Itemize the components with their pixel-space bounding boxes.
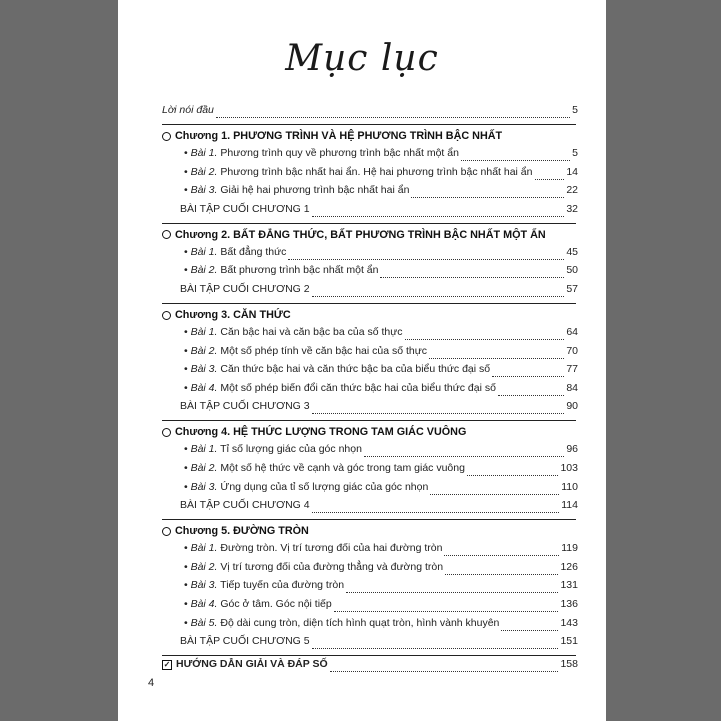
toc-lesson-item[interactable] xyxy=(184,264,578,282)
chapter-heading[interactable] xyxy=(162,306,291,324)
answers-label xyxy=(162,658,328,670)
lesson-title: Một số hệ thức về cạnh và góc trong tam giác vuông xyxy=(217,462,465,474)
toc-lesson-item[interactable] xyxy=(184,561,578,579)
section-divider xyxy=(162,124,576,125)
toc-lesson-item[interactable] xyxy=(184,462,578,480)
circle-bullet-icon xyxy=(162,311,171,320)
lesson-number: Bài 1. xyxy=(190,542,218,555)
lesson-title: Vị trí tương đối của đường thẳng và đường tròn xyxy=(217,560,444,573)
page-ref: 5 xyxy=(572,104,578,116)
toc-lesson-item-label xyxy=(184,166,533,178)
toc-chapter-review[interactable] xyxy=(180,400,578,418)
bullet-dot: • xyxy=(184,264,191,277)
toc-lesson-item-label xyxy=(184,246,286,258)
toc-chapter-review[interactable] xyxy=(180,499,578,517)
dot-leader xyxy=(288,258,564,260)
bullet-dot: • xyxy=(184,381,191,394)
toc-lesson-item-label xyxy=(184,542,442,554)
page-ref: 14 xyxy=(566,165,578,178)
bullet-dot: • xyxy=(184,598,191,610)
checkbox-icon: ✓ xyxy=(163,660,171,670)
page-ref: 103 xyxy=(560,462,578,474)
toc-answers[interactable] xyxy=(162,658,578,676)
page-ref: 119 xyxy=(561,542,578,555)
toc-lesson-item-label xyxy=(184,443,362,455)
bullet-dot: • xyxy=(184,560,191,573)
dot-leader xyxy=(535,178,565,180)
page-title: Mục lục xyxy=(285,38,439,79)
chapter-heading[interactable] xyxy=(162,423,466,441)
lesson-title: Một số phép biến đổi căn thức bậc hai của biểu thức đại số xyxy=(217,381,496,394)
chapter-title: Chương 5. ĐƯỜNG TRÒN xyxy=(175,525,309,538)
toc-lesson-item-label xyxy=(184,598,332,610)
lesson-number: Bài 1. xyxy=(190,326,218,338)
toc-lesson-item[interactable] xyxy=(184,326,578,344)
page-ref: 45 xyxy=(566,245,578,258)
toc-lesson-item[interactable] xyxy=(184,617,578,635)
toc-chapter-review-label: BÀI TẬP CUỐI CHƯƠNG 1 xyxy=(180,202,310,215)
chapter-title: Chương 3. CĂN THỨC xyxy=(175,309,291,321)
chapter-title: Chương 2. BẤT ĐẲNG THỨC, BẤT PHƯƠNG TRÌNH BẬC NHẤT MỘT ẨN xyxy=(175,228,546,241)
page-ref: 57 xyxy=(566,283,578,295)
chapter-title: Chương 1. PHƯƠNG TRÌNH VÀ HỆ PHƯƠNG TRÌNH BẬC NHẤT xyxy=(175,130,503,142)
lesson-title: Góc ở tâm. Góc nội tiếp xyxy=(217,598,332,610)
section-divider xyxy=(162,519,576,520)
bullet-dot: • xyxy=(184,363,191,376)
bullet-dot: • xyxy=(184,462,191,474)
section-divider xyxy=(162,420,576,421)
lesson-number: Bài 3. xyxy=(190,480,218,493)
lesson-title: Bất phương trình bậc nhất một ẩn xyxy=(217,264,379,277)
dot-leader xyxy=(216,116,570,118)
dot-leader xyxy=(445,573,558,575)
lesson-number: Bài 5. xyxy=(190,616,218,629)
page-ref: 50 xyxy=(566,264,578,277)
chapter-title: Chương 4. HỆ THỨC LƯỢNG TRONG TAM GIÁC VUÔNG xyxy=(175,426,467,439)
bullet-dot: • xyxy=(184,443,191,456)
dot-leader xyxy=(467,474,559,476)
lesson-title: Ứng dụng của tỉ số lượng giác của góc nhọn xyxy=(217,480,429,493)
toc-lesson-item-label xyxy=(184,617,499,629)
toc-chapter-review[interactable] xyxy=(180,283,578,301)
page-ref: 126 xyxy=(560,560,578,573)
toc-lesson-item-label xyxy=(184,481,428,493)
page-ref: 5 xyxy=(572,147,578,159)
dot-leader xyxy=(334,610,559,612)
toc-lesson-item-label xyxy=(184,147,459,159)
dot-leader xyxy=(429,357,564,359)
page-ref: 77 xyxy=(566,363,578,376)
toc-lesson-item-label xyxy=(184,382,496,394)
page-ref: 70 xyxy=(566,344,578,357)
dot-leader xyxy=(380,276,564,278)
page-number: 4 xyxy=(148,677,155,689)
dot-leader xyxy=(312,647,559,649)
dot-leader xyxy=(312,412,565,414)
lesson-number: Bài 2. xyxy=(190,165,218,178)
lesson-title: Đường tròn. Vị trí tương đối của hai đường tròn xyxy=(217,542,443,555)
lesson-title: Căn bậc hai và căn bậc ba của số thực xyxy=(217,326,403,338)
toc-lesson-item-label xyxy=(184,462,465,474)
toc-lesson-item[interactable] xyxy=(184,579,578,597)
left-margin-background xyxy=(0,0,118,721)
toc-lesson-item-label xyxy=(184,184,409,196)
bullet-dot: • xyxy=(184,344,191,357)
dot-leader xyxy=(312,511,560,513)
lesson-number: Bài 3. xyxy=(190,363,218,376)
dot-leader xyxy=(461,159,570,161)
bullet-dot: • xyxy=(184,184,191,197)
page-ref: 64 xyxy=(566,326,578,338)
dot-leader xyxy=(430,493,559,495)
dot-leader xyxy=(492,375,564,377)
page-ref: 22 xyxy=(566,184,578,197)
lesson-number: Bài 1. xyxy=(190,245,218,258)
toc-lesson-item[interactable] xyxy=(184,184,578,202)
page-ref: 158 xyxy=(560,658,578,671)
document-page xyxy=(118,0,606,721)
toc-lesson-item[interactable] xyxy=(184,542,578,560)
lesson-title: Phương trình quy về phương trình bậc nhất một ẩn xyxy=(217,147,459,159)
lesson-number: Bài 3. xyxy=(190,184,218,197)
lesson-title: Độ dài cung tròn, diện tích hình quạt tròn, hình vành khuyên xyxy=(217,616,500,629)
dot-leader xyxy=(364,455,564,457)
lesson-number: Bài 1. xyxy=(190,147,218,159)
lesson-title: Tiếp tuyến của đường tròn xyxy=(217,579,345,592)
lesson-number: Bài 4. xyxy=(190,381,218,394)
bullet-dot: • xyxy=(184,326,191,338)
dot-leader xyxy=(444,554,559,556)
toc-lesson-item[interactable] xyxy=(184,246,578,264)
lesson-title: Căn thức bậc hai và căn thức bậc ba của biểu thức đại số xyxy=(217,363,491,376)
toc-chapter-review-label: BÀI TẬP CUỐI CHƯƠNG 2 xyxy=(180,283,310,295)
page-ref: 90 xyxy=(566,400,578,413)
lesson-number: Bài 4. xyxy=(190,598,218,610)
page-ref: 151 xyxy=(560,635,578,648)
section-divider xyxy=(162,655,576,656)
toc-chapter-review-label: BÀI TẬP CUỐI CHƯƠNG 4 xyxy=(180,499,310,512)
dot-leader xyxy=(405,338,565,340)
toc-chapter-review-label: BÀI TẬP CUỐI CHƯƠNG 3 xyxy=(180,400,310,413)
preface-label: Lời nói đầu xyxy=(162,104,214,116)
page-ref: 96 xyxy=(566,443,578,456)
lesson-title: Giải hệ hai phương trình bậc nhất hai ẩn xyxy=(217,184,410,197)
toc-lesson-item[interactable] xyxy=(184,443,578,461)
lesson-title: Bất đẳng thức xyxy=(217,245,287,258)
toc-lesson-item-label xyxy=(184,264,378,276)
chapter-heading[interactable] xyxy=(162,226,546,244)
page-ref: 143 xyxy=(560,616,578,629)
toc-lesson-item[interactable] xyxy=(184,345,578,363)
lesson-title: Một số phép tính về căn bậc hai của số thực xyxy=(217,344,428,357)
toc-lesson-item-label xyxy=(184,579,344,591)
lesson-number: Bài 3. xyxy=(190,579,218,592)
bullet-dot: • xyxy=(184,480,191,493)
toc-lesson-item[interactable] xyxy=(184,147,578,165)
toc-lesson-item-label xyxy=(184,345,427,357)
right-margin-background xyxy=(606,0,721,721)
dot-leader xyxy=(312,215,565,217)
toc-chapter-review[interactable] xyxy=(180,203,578,221)
page-ref: 32 xyxy=(566,202,578,215)
bullet-dot: • xyxy=(184,579,191,592)
toc-lesson-item-label xyxy=(184,326,403,338)
toc-lesson-item[interactable] xyxy=(184,598,578,616)
chapter-heading[interactable] xyxy=(162,127,502,145)
page-ref: 114 xyxy=(561,499,578,512)
bullet-dot: • xyxy=(184,542,191,555)
toc-lesson-item-label xyxy=(184,363,490,375)
dot-leader xyxy=(346,591,558,593)
lesson-number: Bài 2. xyxy=(190,264,218,277)
lesson-number: Bài 2. xyxy=(190,462,218,474)
section-divider xyxy=(162,223,576,224)
circle-bullet-icon xyxy=(162,428,171,437)
toc-preface[interactable] xyxy=(162,104,578,122)
section-divider xyxy=(162,303,576,304)
answers-title: HƯỚNG DẪN GIẢI VÀ ĐÁP SỐ xyxy=(176,658,328,671)
toc-chapter-review-label: BÀI TẬP CUỐI CHƯƠNG 5 xyxy=(180,635,310,648)
toc-lesson-item[interactable] xyxy=(184,166,578,184)
dot-leader xyxy=(411,196,564,198)
chapter-heading[interactable] xyxy=(162,522,309,540)
page-ref: 136 xyxy=(560,598,578,610)
lesson-title: Tỉ số lượng giác của góc nhọn xyxy=(217,443,362,456)
dot-leader xyxy=(498,394,564,396)
lesson-number: Bài 1. xyxy=(190,443,218,456)
bullet-dot: • xyxy=(184,165,191,178)
page-ref: 131 xyxy=(560,579,578,592)
toc-lesson-item[interactable] xyxy=(184,481,578,499)
toc-lesson-item[interactable] xyxy=(184,363,578,381)
circle-bullet-icon xyxy=(162,527,171,536)
bullet-dot: • xyxy=(184,147,191,159)
circle-bullet-icon xyxy=(162,132,171,141)
dot-leader xyxy=(330,670,559,672)
lesson-number: Bài 2. xyxy=(190,560,218,573)
page-ref: 110 xyxy=(561,480,578,493)
lesson-title: Phương trình bậc nhất hai ẩn. Hệ hai phương trình bậc nhất hai ẩn xyxy=(217,165,533,178)
circle-bullet-icon xyxy=(162,230,171,239)
bullet-dot: • xyxy=(184,616,191,629)
toc-chapter-review[interactable] xyxy=(180,635,578,653)
toc-lesson-item-label xyxy=(184,561,443,573)
page-ref: 84 xyxy=(566,381,578,394)
toc-lesson-item[interactable] xyxy=(184,382,578,400)
dot-leader xyxy=(312,295,565,297)
lesson-number: Bài 2. xyxy=(190,344,218,357)
dot-leader xyxy=(501,629,558,631)
bullet-dot: • xyxy=(184,245,191,258)
